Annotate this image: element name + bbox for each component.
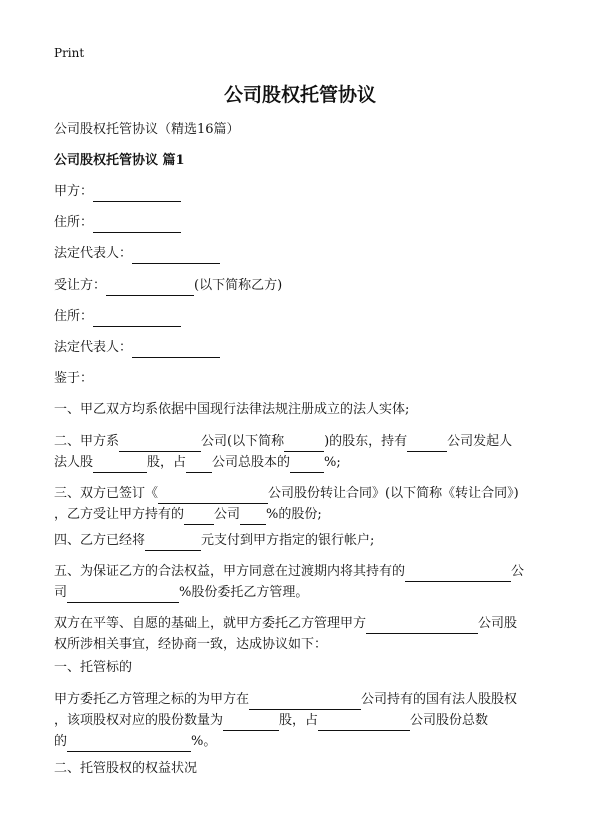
- party-a-blank: [93, 187, 181, 202]
- clause-2-blank-company-2: [186, 458, 212, 473]
- document-subtitle: 公司股权托管协议（精选16篇）: [54, 122, 240, 137]
- clause-5: [54, 561, 554, 603]
- clause-5-text-b: 公: [511, 564, 525, 579]
- party-a-line: [54, 182, 181, 202]
- clause-1: 一、甲乙双方均系依据中国现行法律法规注册成立的法人实体;: [54, 402, 410, 417]
- clause-3-text-a: 三、双方已签订《: [54, 486, 159, 501]
- transferee-suffix: (以下简称乙方): [194, 278, 283, 293]
- clause-2-text-d: 公司发起人: [447, 434, 513, 449]
- clause-3-blank-company: [158, 489, 268, 504]
- clause-3-blank-percent: [240, 510, 266, 525]
- address-label-2: 住所：: [54, 309, 94, 324]
- clause-3-text-e: %的股份;: [266, 507, 322, 522]
- clause-2-text-f: 股，占: [147, 455, 187, 470]
- section-heading: 公司股权托管协议 篇1: [54, 153, 185, 168]
- legal-rep-label-1: 法定代表人：: [54, 246, 133, 261]
- whereas-label: 鉴于：: [54, 371, 94, 386]
- section-1-blank-shares: [223, 716, 279, 731]
- transferee-line: [54, 276, 282, 296]
- agreement-text-c: 权所涉相关事宜，经协商一致，达成协议如下：: [54, 637, 328, 652]
- section-1-text-c: ，该项股权对应的股份数量为: [54, 713, 224, 728]
- section-1-blank-percent: [67, 737, 191, 752]
- clause-2-text-e: 法人股: [54, 455, 94, 470]
- section-2-title: 二、托管股权的权益状况: [54, 761, 198, 776]
- clause-5-text-d: %股份委托乙方管理。: [179, 585, 309, 600]
- address-label-1: 住所：: [54, 215, 94, 230]
- address-line-2: [54, 307, 181, 327]
- document-title: 公司股权托管协议: [223, 84, 376, 106]
- clause-2-blank-shares: [93, 458, 147, 473]
- section-1-text-a: 甲方委托乙方管理之标的为甲方在: [54, 692, 250, 707]
- clause-4: [54, 530, 554, 551]
- section-1-text-d: 股，占: [279, 713, 319, 728]
- clause-3-text-d: 公司: [214, 507, 241, 522]
- clause-2-text-c: )的股东，持有: [324, 434, 408, 449]
- section-1-blank-company: [249, 695, 361, 710]
- legal-rep-blank-2: [132, 343, 220, 358]
- clause-3-text-b: 公司股份转让合同》(以下简称《转让合同》): [268, 486, 519, 501]
- clause-2: [54, 431, 554, 473]
- clause-3-text-c: ，乙方受让甲方持有的: [54, 507, 185, 522]
- clause-2-text-g: 公司总股本的: [212, 455, 291, 470]
- section-1-text-e: 公司股份总数: [410, 713, 489, 728]
- print-link[interactable]: Print: [54, 46, 85, 60]
- clause-4-text-a: 四、乙方已经将: [54, 533, 146, 548]
- section-1-text-g: %。: [191, 734, 217, 749]
- section-1-blank-company-2: [318, 716, 410, 731]
- section-1-title: 一、托管标的: [54, 660, 133, 675]
- agreement-intro: [54, 613, 554, 655]
- legal-rep-label-2: 法定代表人：: [54, 340, 133, 355]
- section-1-text-f: 的: [54, 734, 68, 749]
- legal-rep-line-1: [54, 244, 220, 264]
- clause-5-text-a: 五、为保证乙方的合法权益，甲方同意在过渡期内将其持有的: [54, 564, 406, 579]
- agreement-text-a: 双方在平等、自愿的基础上，就甲方委托乙方管理甲方: [54, 616, 367, 631]
- transferee-blank: [106, 281, 194, 296]
- clause-5-blank-percent: [67, 588, 179, 603]
- party-a-label: 甲方：: [54, 184, 94, 199]
- agreement-text-b: 公司股: [478, 616, 518, 631]
- clause-2-blank-percent: [290, 458, 324, 473]
- address-line-1: [54, 213, 181, 233]
- clause-2-blank-abbr: [284, 437, 324, 452]
- clause-3-blank-company-2: [184, 510, 214, 525]
- legal-rep-blank-1: [132, 249, 220, 264]
- address-blank-1: [93, 218, 181, 233]
- section-1-text-b: 公司持有的国有法人股股权: [361, 692, 518, 707]
- clause-4-blank-amount: [145, 536, 201, 551]
- clause-2-blank-company: [119, 437, 201, 452]
- clause-4-text-b: 元支付到甲方指定的银行帐户;: [201, 533, 375, 548]
- section-1-body: [54, 689, 554, 752]
- clause-3: [54, 483, 554, 525]
- clause-5-text-c: 司: [54, 585, 68, 600]
- address-blank-2: [93, 312, 181, 327]
- clause-2-text-h: %;: [324, 455, 341, 470]
- clause-5-blank-company: [405, 567, 511, 582]
- clause-2-blank-holding: [407, 437, 447, 452]
- clause-2-text-a: 二、甲方系: [54, 434, 120, 449]
- transferee-label: 受让方：: [54, 278, 107, 293]
- agreement-blank-company: [366, 619, 478, 634]
- legal-rep-line-2: [54, 338, 220, 358]
- clause-2-text-b: 公司(以下简称: [201, 434, 285, 449]
